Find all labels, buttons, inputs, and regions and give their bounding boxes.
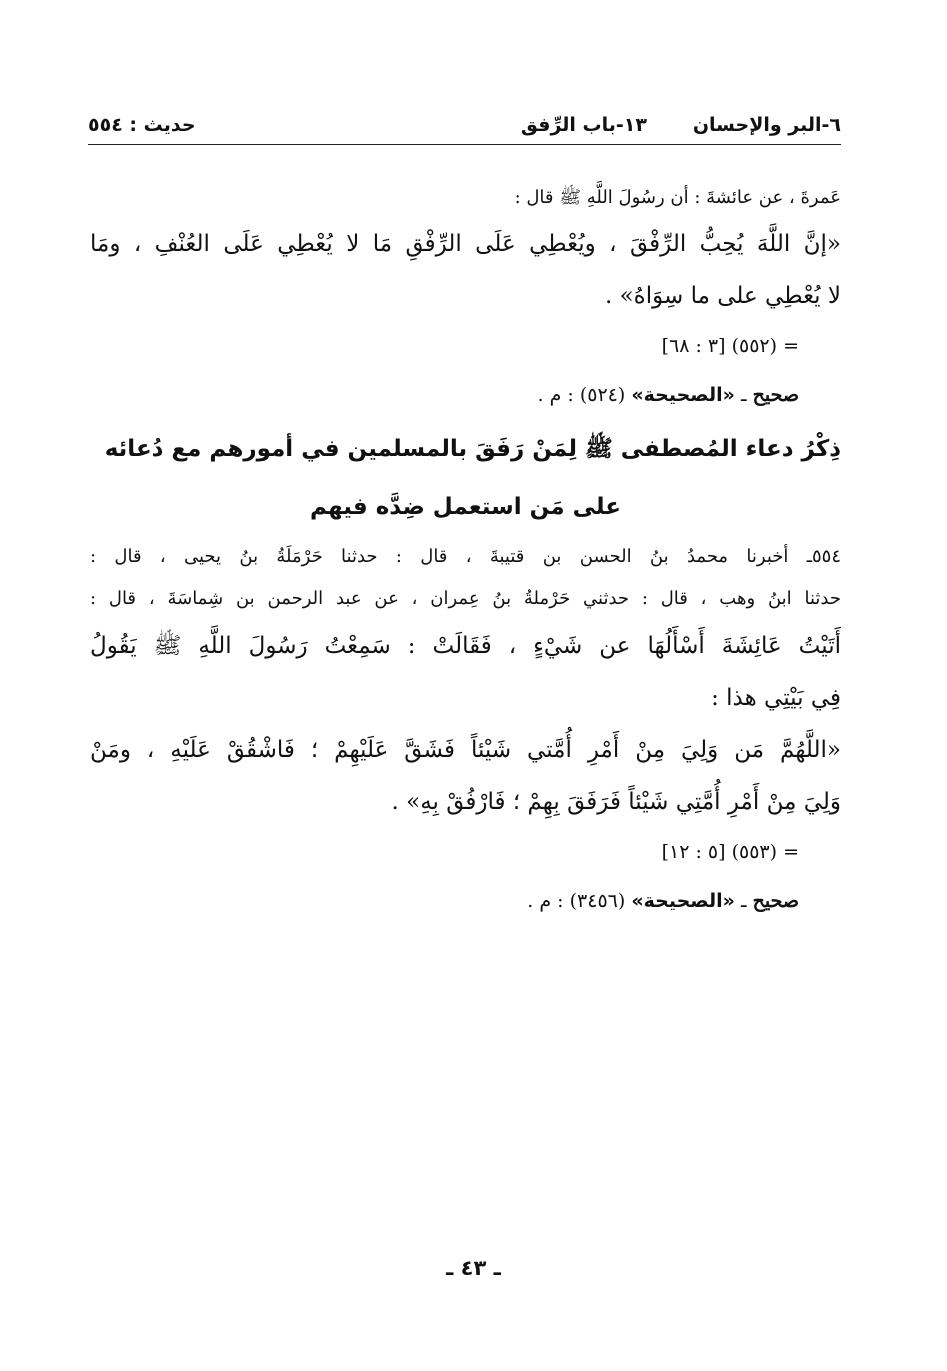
grade-detail: (٣٤٥٦) : م . — [527, 890, 626, 912]
grade-source: «الصحيحة» — [631, 890, 735, 912]
grade-separator: ـ — [734, 384, 747, 406]
hadith-553-narration: عَمرةَ ، عن عائشةَ : أن رسُولَ اللَّهِ ﷺ قال : — [514, 187, 841, 208]
chapter-heading-line: على مَن استعمل ضِدَّه فيهم — [310, 494, 621, 520]
header-book-title: ٦-البر والإحسان — [692, 114, 841, 136]
header-hadith-number: حديث : ٥٥٤ — [88, 114, 196, 136]
hadith-554-text-line: وَلِيَ مِنْ أَمْرِ أُمَّتِي شَيْئاً فَرَفَقَ بِهِمْ ؛ فَارْفُقْ بِهِ» . — [391, 789, 841, 815]
grade-detail: (٥٢٤) : م . — [537, 384, 626, 406]
running-header — [88, 108, 841, 145]
grade-source: «الصحيحة» — [631, 384, 735, 406]
grade-label: صحيح — [752, 890, 799, 912]
hadith-554-grade — [90, 876, 841, 926]
grade-label: صحيح — [752, 384, 799, 406]
hadith-554-intro-line: فِي بَيْتِي هذا : — [711, 685, 841, 711]
hadith-553-text-line: «إنَّ اللَّهَ يُحِبُّ الرِّفْقَ ، ويُعْطِي عَلَى الرِّفْقِ مَا لا يُعْطِي عَلَى العُنْفِ ، ومَا — [90, 231, 841, 257]
grade-separator: ـ — [734, 890, 747, 912]
hadith-553-grade — [90, 370, 841, 420]
page-number: ـ ٤٣ ـ — [446, 1256, 501, 1280]
hadith-554-reference: = (٥٥٣) [٥ : ١٢] — [661, 841, 799, 863]
page-content — [90, 178, 841, 926]
chapter-heading-line: ذِكْرُ دعاء المُصطفى ﷺ لِمَنْ رَفَقَ بالمسلمين في أمورهم مع دُعائه — [104, 436, 841, 462]
hadith-554-intro-line: أَتَيْتُ عَائِشَةَ أَسْأَلُهَا عن شَيْءٍ ، فَقَالَتْ : سَمِعْتُ رَسُولَ اللَّهِ ﷺ يَقُولُ — [90, 633, 841, 659]
header-chapter-title: ١٣-باب الرِّفق — [520, 114, 647, 136]
hadith-553-text-line: لا يُعْطِي على ما سِوَاهُ» . — [604, 283, 841, 309]
hadith-554-isnad-line: ٥٥٤ـ أخبرنا محمدُ بنُ الحسن بن قتيبةَ ، قال : حدثنا حَرْمَلَةُ بنُ يحيى ، قال : — [90, 546, 841, 567]
hadith-554-isnad-line: حدثنا ابنُ وهب ، قال : حدثني حَرْملةُ بنُ عِمران ، عن عبد الرحمن بن شِماسَةَ ، قال : — [90, 588, 841, 609]
hadith-553-reference: = (٥٥٢) [٣ : ٦٨] — [661, 335, 799, 357]
hadith-554-text-line: «اللَّهُمَّ مَن وَلِيَ مِنْ أَمْرِ أُمَّتي شَيْئاً فَشَقَّ عَلَيْهِمْ ؛ فَاشْقُقْ عَلَيْهِ ، ومَنْ — [90, 737, 841, 763]
